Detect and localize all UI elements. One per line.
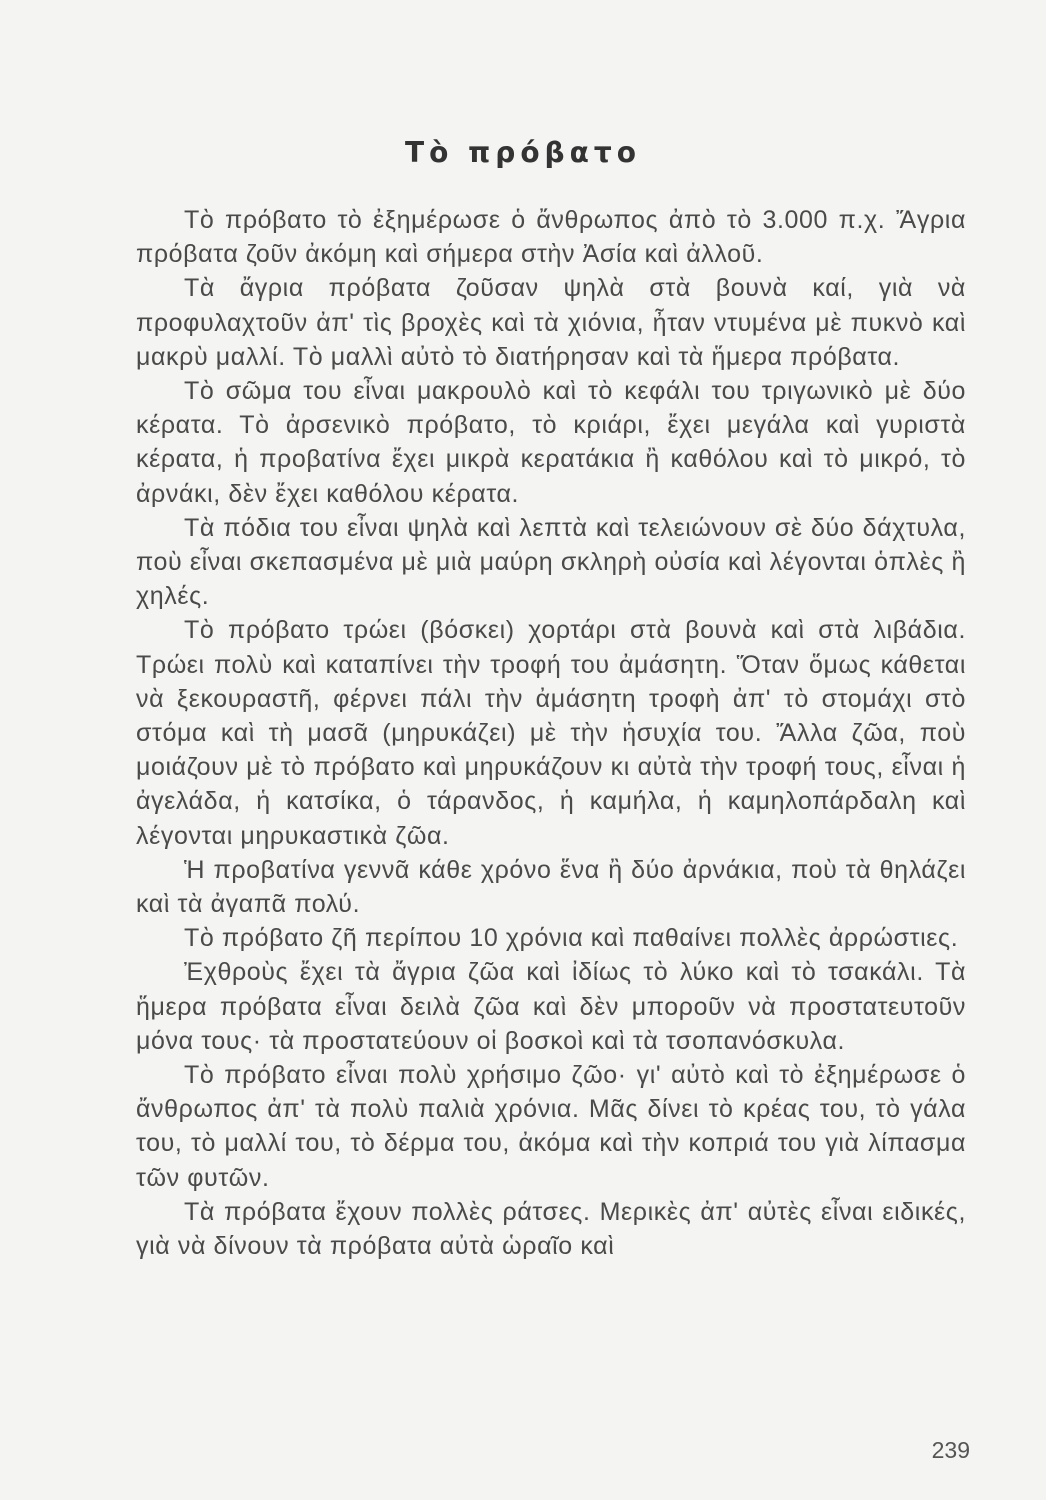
paragraph-8: Ἐχθροὺς ἔχει τὰ ἄγρια ζῶα καὶ ἰδίως τὸ λύκο καὶ τὸ τσακάλι. Τὰ ἥμερα πρόβατα εἶναι δειλὰ ζῶα καὶ δὲν μποροῦν νὰ προστατευτοῦν μόνα τους· τὰ προστατεύουν οἱ βοσκοὶ καὶ τὰ τσοπανόσκυλα. <box>136 958 966 1055</box>
paragraph-1: Τὸ πρόβατο τὸ ἐξημέρωσε ὁ ἄνθρωπος ἀπὸ τὸ 3.000 π.χ. Ἄγρια πρόβατα ζοῦν ἀκόμη καὶ σήμερα στὴν Ἀσία καὶ ἀλλοῦ. <box>136 206 966 269</box>
article-body <box>136 203 966 1263</box>
paragraph-2: Τὰ ἄγρια πρόβατα ζοῦσαν ψηλὰ στὰ βουνὰ καί, γιὰ νὰ προφυλαχτοῦν ἀπ' τὶς βροχὲς καὶ τὰ χιόνια, ἦταν ντυμένα μὲ πυκνὸ καὶ μακρὺ μαλλί. Τὸ μαλλὶ αὐτὸ τὸ διατήρησαν καὶ τὰ ἥμερα πρόβατα. <box>136 274 966 371</box>
paragraph-5: Τὸ πρόβατο τρώει (βόσκει) χορτάρι στὰ βουνὰ καὶ στὰ λιβάδια. Τρώει πολὺ καὶ καταπίνει τὴν τροφή του ἀμάσητη. Ὅταν ὅμως κάθεται νὰ ξεκουραστῆ, φέρνει πάλι τὴν ἀμάσητη τροφὴ ἀπ' τὸ στομάχι στὸ στόμα καὶ τὴ μασᾶ (μηρυκάζει) μὲ τὴν ἡσυχία του. Ἄλλα ζῶα, ποὺ μοιάζουν μὲ τὸ πρόβατο καὶ μηρυκάζουν κι αὐτὰ τὴν τροφή τους, εἶναι ἡ ἀγελάδα, ἡ κατσίκα, ὁ τάρανδος, ἡ καμήλα, ἡ καμηλοπάρδαλη καὶ λέγονται μηρυκαστικὰ ζῶα. <box>136 616 966 850</box>
paragraph-9: Τὸ πρόβατο εἶναι πολὺ χρήσιμο ζῶο· γι' αὐτὸ καὶ τὸ ἐξημέρωσε ὁ ἄνθρωπος ἀπ' τὰ πολὺ παλιὰ χρόνια. Μᾶς δίνει τὸ κρέας του, τὸ γάλα του, τὸ μαλλί του, τὸ δέρμα του, ἀκόμα καὶ τὴν κοπριά του γιὰ λίπασμα τῶν φυτῶν. <box>136 1061 966 1192</box>
page-number: 239 <box>931 1437 970 1463</box>
paragraph-6: Ἡ προβατίνα γεννᾶ κάθε χρόνο ἕνα ἢ δύο ἀρνάκια, ποὺ τὰ θηλάζει καὶ τὰ ἀγαπᾶ πολύ. <box>136 855 966 919</box>
paragraph-3: Τὸ σῶμα του εἶναι μακρουλὸ καὶ τὸ κεφάλι του τριγωνικὸ μὲ δύο κέρατα. Τὸ ἀρσενικὸ πρόβατο, τὸ κριάρι, ἔχει μεγάλα καὶ γυριστὰ κέρατα, ἡ προβατίνα ἔχει μικρὰ κερατάκια ἢ καθόλου καὶ τὸ μικρό, τὸ ἀρνάκι, δὲν ἔχει καθόλου κέρατα. <box>136 377 966 508</box>
paragraph-10: Τὰ πρόβατα ἔχουν πολλὲς ράτσες. Μερικὲς ἀπ' αὐτὲς εἶναι ειδικές, γιὰ νὰ δίνουν τὰ πρόβατα αὐτὰ ὡραῖο καὶ <box>136 1197 966 1261</box>
paragraph-7: Τὸ πρόβατο ζῆ περίπου 10 χρόνια καὶ παθαίνει πολλὲς ἀρρώστιες. <box>184 924 959 953</box>
paragraph-4: Τὰ πόδια του εἶναι ψηλὰ καὶ λεπτὰ καὶ τελειώνουν σὲ δύο δάχτυλα, ποὺ εἶναι σκεπασμένα μὲ μιὰ μαύρη σκληρὴ οὐσία καὶ λέγονται ὁπλὲς ἢ χηλές. <box>136 513 966 611</box>
page-title: Τὸ πρόβατο <box>405 136 641 169</box>
